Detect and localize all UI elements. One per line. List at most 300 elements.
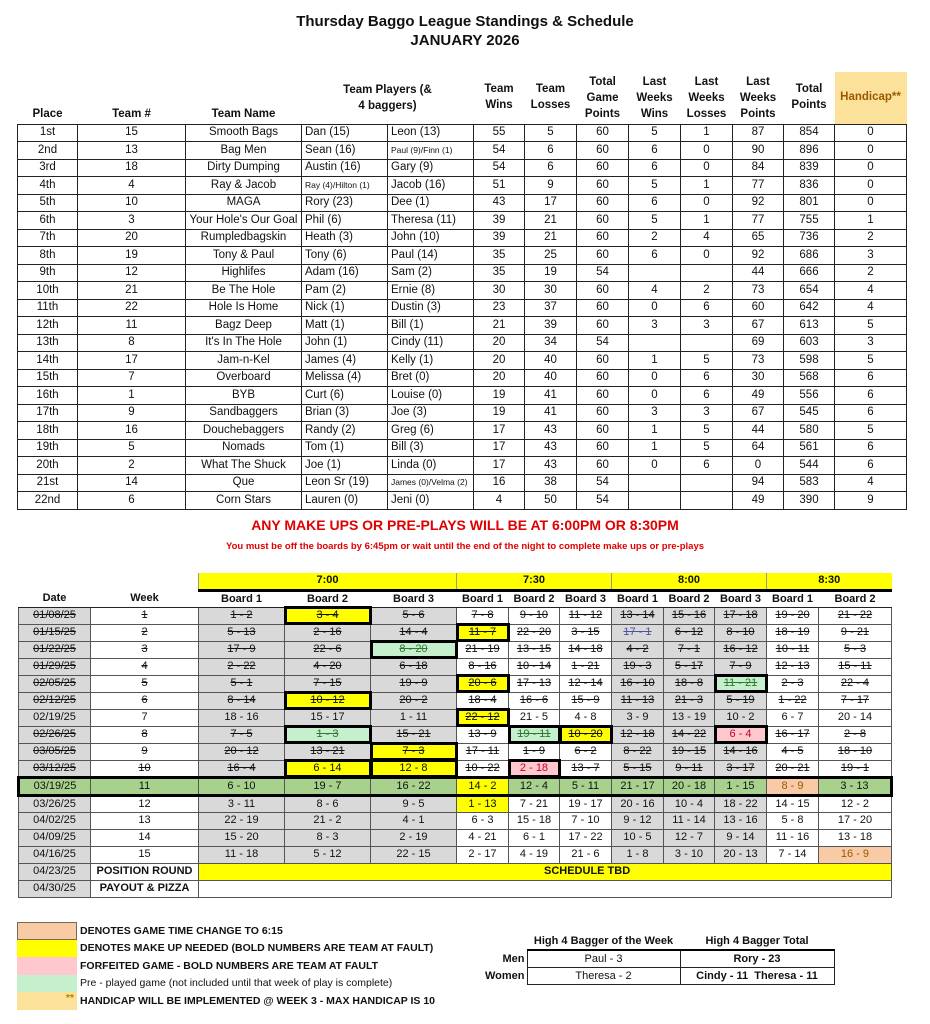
- schedule-row: [19, 624, 892, 641]
- team-number-cell: 15: [78, 124, 186, 142]
- game-cell: 6 - 7: [767, 709, 819, 726]
- game-cell: 10 - 11: [767, 641, 819, 658]
- handicap-cell: 6: [835, 439, 907, 457]
- total-game-points-cell: 60: [577, 457, 629, 475]
- schedule-row: [19, 607, 892, 624]
- team-number-cell: 10: [78, 194, 186, 212]
- standings-row: [18, 492, 907, 510]
- game-cell: 4 - 5: [767, 743, 819, 760]
- game-cell: 7 - 17: [819, 692, 892, 709]
- col-board: Board 2: [285, 590, 371, 607]
- last-weeks-losses-cell: 3: [681, 317, 733, 335]
- game-cell: 9 - 10: [509, 607, 560, 624]
- col-board: Board 2: [664, 590, 715, 607]
- team-name-cell: Tony & Paul: [186, 247, 302, 265]
- last-weeks-points-cell: 77: [733, 212, 784, 230]
- game-cell: 16 - 6: [509, 692, 560, 709]
- game-cell: 5 - 3: [819, 641, 892, 658]
- player-2-cell: John (10): [388, 229, 474, 247]
- game-cell: 12 - 8: [371, 760, 457, 777]
- game-cell: 20 - 6: [457, 675, 509, 692]
- player-2-cell: Bill (3): [388, 439, 474, 457]
- player-1-cell: Austin (16): [302, 159, 388, 177]
- game-cell: 2 - 22: [199, 658, 285, 675]
- game-cell: 18 - 19: [767, 624, 819, 641]
- total-points-cell: 390: [784, 492, 835, 510]
- game-cell: 9 - 21: [819, 624, 892, 641]
- team-name-cell: Rumpledbagskin: [186, 229, 302, 247]
- col-board: Board 3: [715, 590, 767, 607]
- team-wins-cell: 55: [474, 124, 525, 142]
- legend-swatch: [17, 940, 77, 958]
- col-board: Board 1: [457, 590, 509, 607]
- standings-row: [18, 387, 907, 405]
- date-cell: 04/30/25: [19, 880, 91, 897]
- time-slot-800: 8:00: [612, 573, 767, 590]
- game-cell: 6 - 2: [560, 743, 612, 760]
- place-cell: 22nd: [18, 492, 78, 510]
- game-cell: 1 - 22: [767, 692, 819, 709]
- team-wins-cell: 35: [474, 264, 525, 282]
- game-cell: 1 - 8: [612, 846, 664, 863]
- game-cell: 20 - 21: [767, 760, 819, 777]
- team-name-cell: Que: [186, 474, 302, 492]
- game-cell: 8 - 14: [199, 692, 285, 709]
- col-board: Board 1: [767, 590, 819, 607]
- standings-row: [18, 369, 907, 387]
- game-cell: 4 - 19: [509, 846, 560, 863]
- team-losses-cell: 6: [525, 159, 577, 177]
- date-cell: 02/19/25: [19, 709, 91, 726]
- schedule-special-row: [19, 863, 892, 880]
- schedule-row: [19, 760, 892, 777]
- last-weeks-losses-cell: 0: [681, 159, 733, 177]
- total-game-points-cell: 60: [577, 247, 629, 265]
- date-cell: 02/12/25: [19, 692, 91, 709]
- four-bagger-week-value: Paul - 3: [527, 950, 680, 967]
- last-weeks-points-cell: 90: [733, 142, 784, 160]
- schedule-row: [19, 709, 892, 726]
- total-game-points-cell: 60: [577, 352, 629, 370]
- legend-swatch: [17, 975, 77, 993]
- game-cell: 18 - 16: [199, 709, 285, 726]
- game-cell: 18 - 4: [457, 692, 509, 709]
- game-cell: 4 - 20: [285, 658, 371, 675]
- game-cell: 3 - 10: [664, 846, 715, 863]
- team-wins-cell: 35: [474, 247, 525, 265]
- team-name-cell: Douchebaggers: [186, 422, 302, 440]
- player-1-cell: James (4): [302, 352, 388, 370]
- date-cell: 03/05/25: [19, 743, 91, 760]
- game-cell: 2 - 3: [767, 675, 819, 692]
- handicap-cell: 2: [835, 264, 907, 282]
- game-cell: 20 - 13: [715, 846, 767, 863]
- team-number-cell: 21: [78, 282, 186, 300]
- team-name-cell: Overboard: [186, 369, 302, 387]
- team-wins-cell: 17: [474, 457, 525, 475]
- player-1-cell: Lauren (0): [302, 492, 388, 510]
- team-name-cell: It's In The Hole: [186, 334, 302, 352]
- game-cell: 10 - 5: [612, 829, 664, 846]
- team-wins-cell: 39: [474, 212, 525, 230]
- standings-row: [18, 404, 907, 422]
- place-cell: 9th: [18, 264, 78, 282]
- team-losses-cell: 9: [525, 177, 577, 195]
- col-handicap: Handicap**: [835, 72, 907, 124]
- handicap-cell: 9: [835, 492, 907, 510]
- game-cell: 13 - 18: [819, 829, 892, 846]
- game-cell: 8 - 6: [285, 795, 371, 812]
- game-cell: 3 - 9: [612, 709, 664, 726]
- game-cell: 8 - 22: [612, 743, 664, 760]
- game-cell: 15 - 20: [199, 829, 285, 846]
- total-points-cell: 854: [784, 124, 835, 142]
- date-cell: 03/12/25: [19, 760, 91, 777]
- handicap-cell: 5: [835, 422, 907, 440]
- week-cell: 13: [91, 812, 199, 829]
- last-weeks-losses-cell: 5: [681, 422, 733, 440]
- date-cell: 01/08/25: [19, 607, 91, 624]
- team-wins-cell: 19: [474, 387, 525, 405]
- team-wins-cell: 21: [474, 317, 525, 335]
- total-game-points-cell: 60: [577, 124, 629, 142]
- game-cell: 20 - 16: [612, 795, 664, 812]
- game-cell: 19 - 17: [560, 795, 612, 812]
- handicap-cell: 3: [835, 334, 907, 352]
- last-weeks-points-cell: 65: [733, 229, 784, 247]
- game-cell: 14 - 22: [664, 726, 715, 743]
- last-weeks-wins-cell: 0: [629, 299, 681, 317]
- last-weeks-points-cell: 67: [733, 404, 784, 422]
- last-weeks-losses-cell: 6: [681, 299, 733, 317]
- player-2-cell: Linda (0): [388, 457, 474, 475]
- team-name-cell: Jam-n-Kel: [186, 352, 302, 370]
- game-cell: 17 - 9: [199, 641, 285, 658]
- last-weeks-wins-cell: 5: [629, 177, 681, 195]
- player-2-cell: Greg (6): [388, 422, 474, 440]
- legend-text: Pre - played game (not included until that week of play is complete): [80, 977, 393, 990]
- place-cell: 11th: [18, 299, 78, 317]
- time-slot-830: 8:30: [767, 573, 892, 590]
- player-2-cell: Leon (13): [388, 124, 474, 142]
- team-wins-cell: 16: [474, 474, 525, 492]
- game-cell: 19 - 1: [819, 760, 892, 777]
- last-weeks-points-cell: 92: [733, 247, 784, 265]
- date-cell: 02/05/25: [19, 675, 91, 692]
- total-points-cell: 736: [784, 229, 835, 247]
- team-losses-cell: 21: [525, 229, 577, 247]
- team-number-cell: 18: [78, 159, 186, 177]
- player-1-cell: John (1): [302, 334, 388, 352]
- game-cell: 14 - 15: [767, 795, 819, 812]
- col-board: Board 3: [560, 590, 612, 607]
- game-cell: 4 - 8: [560, 709, 612, 726]
- game-cell: 19 - 15: [664, 743, 715, 760]
- total-game-points-cell: 60: [577, 387, 629, 405]
- game-cell: 19 - 9: [371, 675, 457, 692]
- handicap-cell: 1: [835, 212, 907, 230]
- player-2-cell: James (0)/Velma (2): [388, 474, 474, 492]
- total-game-points-cell: 60: [577, 229, 629, 247]
- game-cell: 4 - 2: [612, 641, 664, 658]
- player-1-cell: Matt (1): [302, 317, 388, 335]
- game-cell: 21 - 5: [509, 709, 560, 726]
- player-2-cell: Joe (3): [388, 404, 474, 422]
- game-cell: 7 - 21: [509, 795, 560, 812]
- place-cell: 3rd: [18, 159, 78, 177]
- standings-row: [18, 229, 907, 247]
- game-cell: 3 - 4: [285, 607, 371, 624]
- schedule-row: [19, 641, 892, 658]
- standings-row: [18, 474, 907, 492]
- legend-text: HANDICAP WILL BE IMPLEMENTED @ WEEK 3 - MAX HANDICAP IS 10: [80, 994, 436, 1007]
- team-losses-cell: 19: [525, 264, 577, 282]
- schedule-row: [19, 743, 892, 760]
- team-losses-cell: 40: [525, 369, 577, 387]
- game-cell: 11 - 13: [612, 692, 664, 709]
- standings-row: [18, 282, 907, 300]
- game-cell: 9 - 12: [612, 812, 664, 829]
- time-slot-700: 7:00: [199, 573, 457, 590]
- legend-item-handicap: [17, 992, 435, 1010]
- total-game-points-cell: 54: [577, 474, 629, 492]
- game-cell: 21 - 22: [819, 607, 892, 624]
- player-1-cell: Tony (6): [302, 247, 388, 265]
- game-cell: 8 - 3: [285, 829, 371, 846]
- last-weeks-points-cell: 73: [733, 282, 784, 300]
- last-weeks-losses-cell: 0: [681, 142, 733, 160]
- standings-body: [18, 124, 907, 509]
- game-cell: 5 - 11: [560, 777, 612, 795]
- game-cell: 16 - 22: [371, 777, 457, 795]
- player-2-cell: Theresa (11): [388, 212, 474, 230]
- last-weeks-points-cell: 92: [733, 194, 784, 212]
- col-week: Week: [91, 590, 199, 607]
- game-cell: 20 - 18: [664, 777, 715, 795]
- total-game-points-cell: 54: [577, 264, 629, 282]
- game-cell: 22 - 15: [371, 846, 457, 863]
- game-cell: 15 - 9: [560, 692, 612, 709]
- team-name-cell: Be The Hole: [186, 282, 302, 300]
- team-wins-cell: 19: [474, 404, 525, 422]
- total-game-points-cell: 60: [577, 194, 629, 212]
- handicap-cell: 6: [835, 404, 907, 422]
- game-cell: 21 - 6: [560, 846, 612, 863]
- game-cell: 19 - 20: [767, 607, 819, 624]
- player-1-cell: Adam (16): [302, 264, 388, 282]
- place-cell: 2nd: [18, 142, 78, 160]
- player-1-cell: Sean (16): [302, 142, 388, 160]
- last-weeks-points-cell: 44: [733, 422, 784, 440]
- total-game-points-cell: 54: [577, 334, 629, 352]
- last-weeks-points-cell: 67: [733, 317, 784, 335]
- team-name-cell: Highlifes: [186, 264, 302, 282]
- game-cell: 22 - 6: [285, 641, 371, 658]
- game-cell: 22 - 19: [199, 812, 285, 829]
- col-last-weeks-losses: Last Weeks Losses: [686, 75, 727, 120]
- date-cell: 04/16/25: [19, 846, 91, 863]
- schedule-table: [17, 573, 893, 898]
- place-cell: 5th: [18, 194, 78, 212]
- date-cell: 04/23/25: [19, 863, 91, 880]
- standings-row: [18, 334, 907, 352]
- game-cell: 1 - 2: [199, 607, 285, 624]
- game-cell: 13 - 19: [664, 709, 715, 726]
- last-weeks-wins-cell: 0: [629, 387, 681, 405]
- team-losses-cell: 39: [525, 317, 577, 335]
- week-cell: 1: [91, 607, 199, 624]
- game-cell: 13 - 21: [285, 743, 371, 760]
- total-game-points-cell: 60: [577, 299, 629, 317]
- game-cell: 10 - 14: [509, 658, 560, 675]
- game-cell: 19 - 7: [285, 777, 371, 795]
- last-weeks-points-cell: 87: [733, 124, 784, 142]
- col-team-number: Team #: [112, 107, 151, 120]
- last-weeks-wins-cell: 6: [629, 247, 681, 265]
- time-slot-blank: [19, 573, 199, 590]
- last-weeks-losses-cell: 5: [681, 439, 733, 457]
- game-cell: 6 - 10: [199, 777, 285, 795]
- team-name-cell: Nomads: [186, 439, 302, 457]
- four-bagger-row-women: [470, 967, 834, 984]
- date-cell: 02/26/25: [19, 726, 91, 743]
- game-cell: 3 - 11: [199, 795, 285, 812]
- team-number-cell: 9: [78, 404, 186, 422]
- schedule-row: [19, 675, 892, 692]
- game-cell: 12 - 7: [664, 829, 715, 846]
- handicap-cell: 6: [835, 457, 907, 475]
- handicap-cell: 5: [835, 352, 907, 370]
- total-points-cell: 801: [784, 194, 835, 212]
- player-1-cell: Melissa (4): [302, 369, 388, 387]
- handicap-cell: 6: [835, 369, 907, 387]
- handicap-cell: 0: [835, 194, 907, 212]
- team-name-cell: What The Shuck: [186, 457, 302, 475]
- place-cell: 21st: [18, 474, 78, 492]
- team-number-cell: 20: [78, 229, 186, 247]
- game-cell: 20 - 14: [819, 709, 892, 726]
- team-wins-cell: 54: [474, 142, 525, 160]
- handicap-cell: 0: [835, 124, 907, 142]
- game-cell: 7 - 3: [371, 743, 457, 760]
- col-board: Board 3: [371, 590, 457, 607]
- team-name-cell: Bag Men: [186, 142, 302, 160]
- game-cell: 10 - 20: [560, 726, 612, 743]
- week-cell: 4: [91, 658, 199, 675]
- last-weeks-wins-cell: 3: [629, 404, 681, 422]
- total-points-cell: 755: [784, 212, 835, 230]
- game-cell: 5 - 17: [664, 658, 715, 675]
- game-cell: 18 - 10: [819, 743, 892, 760]
- date-cell: 01/15/25: [19, 624, 91, 641]
- week-cell: 6: [91, 692, 199, 709]
- four-bagger-label: Men: [502, 952, 525, 965]
- standings-row: [18, 142, 907, 160]
- total-points-cell: 836: [784, 177, 835, 195]
- handicap-cell: 4: [835, 299, 907, 317]
- game-cell: 19 - 11: [509, 726, 560, 743]
- event-content-cell: SCHEDULE TBD: [199, 863, 892, 880]
- week-cell: 2: [91, 624, 199, 641]
- total-points-cell: 580: [784, 422, 835, 440]
- standings-row: [18, 124, 907, 142]
- game-cell: 21 - 17: [612, 777, 664, 795]
- last-weeks-losses-cell: 0: [681, 194, 733, 212]
- last-weeks-points-cell: 60: [733, 299, 784, 317]
- team-number-cell: 17: [78, 352, 186, 370]
- week-cell: 12: [91, 795, 199, 812]
- standings-row: [18, 159, 907, 177]
- last-weeks-wins-cell: 6: [629, 142, 681, 160]
- place-cell: 18th: [18, 422, 78, 440]
- team-number-cell: 4: [78, 177, 186, 195]
- date-cell: 04/02/25: [19, 812, 91, 829]
- player-1-cell: Rory (23): [302, 194, 388, 212]
- player-1-cell: Heath (3): [302, 229, 388, 247]
- standings-row: [18, 177, 907, 195]
- player-2-cell: Dee (1): [388, 194, 474, 212]
- board-header-row: [19, 590, 892, 607]
- col-place: Place: [32, 107, 63, 120]
- game-cell: 3 - 17: [715, 760, 767, 777]
- col-board: Board 1: [199, 590, 285, 607]
- player-2-cell: Ernie (8): [388, 282, 474, 300]
- game-cell: 2 - 16: [285, 624, 371, 641]
- team-number-cell: 3: [78, 212, 186, 230]
- last-weeks-losses-cell: [681, 492, 733, 510]
- handicap-cell: 0: [835, 159, 907, 177]
- four-bagger-week-value: Theresa - 2: [527, 967, 680, 984]
- total-game-points-cell: 60: [577, 404, 629, 422]
- team-name-cell: Dirty Dumping: [186, 159, 302, 177]
- title-line-1: Thursday Baggo League Standings & Schedule: [296, 13, 634, 30]
- team-wins-cell: 43: [474, 194, 525, 212]
- game-cell: 14 - 4: [371, 624, 457, 641]
- legend-item-preplayed: [17, 975, 435, 993]
- team-number-cell: 7: [78, 369, 186, 387]
- game-cell: 10 - 4: [664, 795, 715, 812]
- last-weeks-points-cell: 49: [733, 387, 784, 405]
- game-cell: 6 - 4: [715, 726, 767, 743]
- game-cell: 5 - 1: [199, 675, 285, 692]
- game-cell: 19 - 3: [612, 658, 664, 675]
- game-cell: 13 - 15: [509, 641, 560, 658]
- col-team-players-label: Team Players (& 4 baggers): [343, 84, 432, 112]
- game-cell: 12 - 18: [612, 726, 664, 743]
- game-cell: 14 - 2: [457, 777, 509, 795]
- team-wins-cell: 54: [474, 159, 525, 177]
- week-cell: 14: [91, 829, 199, 846]
- game-cell: 5 - 6: [371, 607, 457, 624]
- team-name-cell: Bagz Deep: [186, 317, 302, 335]
- game-cell: 20 - 2: [371, 692, 457, 709]
- total-points-cell: 544: [784, 457, 835, 475]
- player-2-cell: Bret (0): [388, 369, 474, 387]
- last-weeks-wins-cell: [629, 474, 681, 492]
- last-weeks-points-cell: 77: [733, 177, 784, 195]
- legend-item-makeup: [17, 940, 435, 958]
- schedule-row: [19, 726, 892, 743]
- schedule-row: [19, 795, 892, 812]
- game-cell: 17 - 22: [560, 829, 612, 846]
- last-weeks-losses-cell: 1: [681, 212, 733, 230]
- total-points-cell: 613: [784, 317, 835, 335]
- week-cell: 7: [91, 709, 199, 726]
- date-cell: 03/26/25: [19, 795, 91, 812]
- team-losses-cell: 50: [525, 492, 577, 510]
- week-cell: 8: [91, 726, 199, 743]
- team-number-cell: 22: [78, 299, 186, 317]
